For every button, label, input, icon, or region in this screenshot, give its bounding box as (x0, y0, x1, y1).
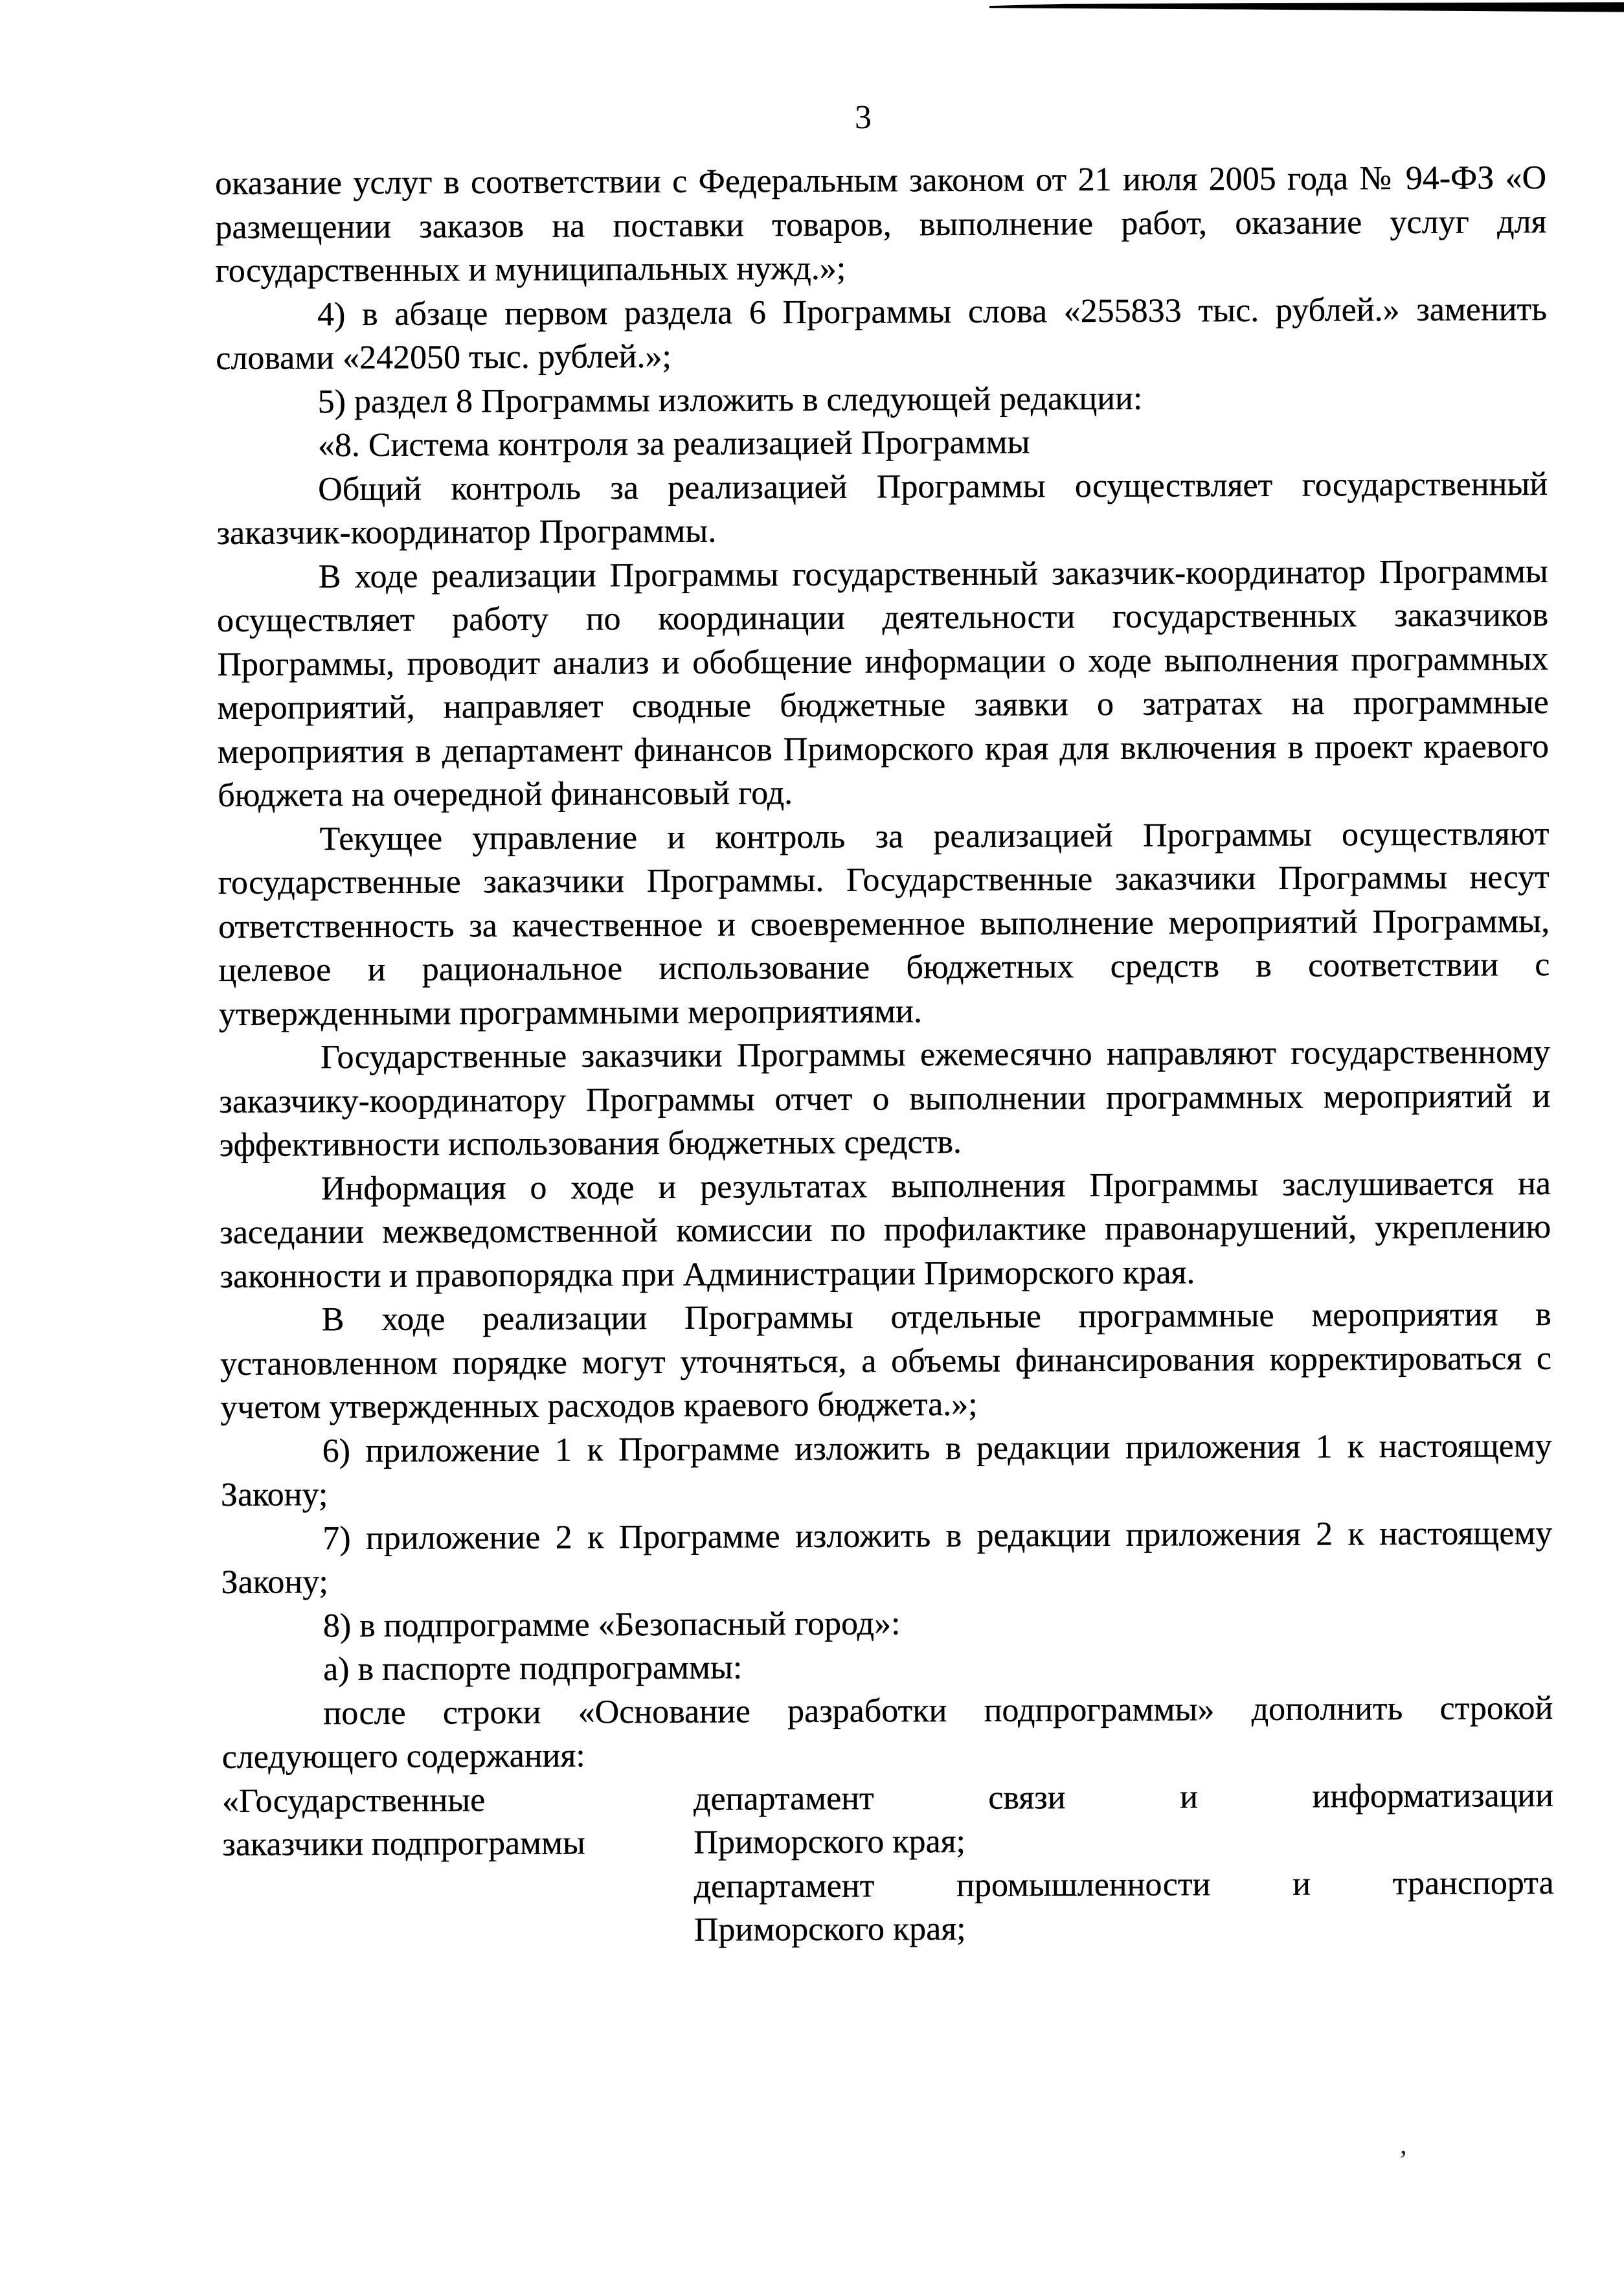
scan-artifact-line (989, 2, 1624, 12)
paragraph-intro-continuation: оказание услуг в соответствии с Федеральным законом от 21 июля 2005 года № 94-ФЗ «О размещении заказов на поставки товаров, выполнение работ, оказание услуг для государственных и муниципальных нужд.»; (215, 159, 1547, 289)
document-body (215, 156, 1554, 1954)
list-item-8: 8) в подпрограмме «Безопасный город»: (322, 1604, 901, 1644)
passport-table-label-line-1: «Государственные (221, 1781, 486, 1820)
passport-table-value-line-3: департамент промышленности и транспорта (694, 1864, 1554, 1905)
paragraph-monthly-report: Государственные заказчики Программы ежемесячно направляют государственному заказчику-координатору Программы отчет о выполнении программных мероприятий и эффективности использования бюджетных средств. (219, 1034, 1551, 1164)
list-item-4: 4) в абзаце первом раздела 6 Программы слова «255833 тыс. рублей.» заменить словами «242050 тыс. рублей.»; (216, 290, 1548, 377)
passport-table-label (222, 1777, 694, 1866)
paragraph-progress-hearing: Информация о ходе и результатах выполнения Программы заслушивается на заседании межведомственной комиссии по профилактике правонарушений, укреплению законности и правопорядка при Администрации Приморского края. (220, 1164, 1551, 1295)
paragraph-passport-amendment: после строки «Основание разработки подпрограммы» дополнить строкой следующего содержания: (221, 1689, 1553, 1776)
passport-table-label-line-2: заказчики подпрограммы (222, 1824, 585, 1863)
passport-table-value-line-2: Приморского края; (694, 1822, 966, 1861)
page-number: 3 (855, 99, 872, 136)
passport-table-values (694, 1774, 1554, 1953)
list-item-5: 5) раздел 8 Программы изложить в следующей редакции: (317, 380, 1143, 420)
paragraph-current-management: Текущее управление и контроль за реализацией Программы осуществляют государственные заказчики Программы. Государственные заказчики Программы несут ответственность за качественное и своевременное выполнение мероприятий Программы, целевое и рациональное использование бюджетных средств в соответствии с утвержденными программными мероприятиями. (218, 815, 1550, 1033)
section-8-heading: «8. Система контроля за реализацией Программы (317, 424, 1030, 464)
passport-table-value-line-4: Приморского края; (694, 1910, 966, 1949)
passport-table-value-line-1: департамент связи и информатизации (693, 1776, 1554, 1818)
list-item-7: 7) приложение 2 к Программе изложить в редакции приложения 2 к настоящему Закону; (221, 1514, 1553, 1601)
list-item-8a: а) в паспорте подпрограммы: (323, 1649, 743, 1688)
list-item-6: 6) приложение 1 к Программе изложить в редакции приложения 1 к настоящему Закону; (220, 1427, 1552, 1513)
paragraph-coordinator-duties: В ходе реализации Программы государственный заказчик-координатор Программы осуществляет работу по координации деятельности государственных заказчиков Программы, проводит анализ и обобщение информации о ходе выполнения программных мероприятий, направляет сводные бюджетные заявки о затратах на программные мероприятия в департамент финансов Приморского края для включения в проект краевого бюджета на очередной финансовый год. (216, 552, 1550, 814)
passport-table (222, 1774, 1554, 1954)
paragraph-overall-control: Общий контроль за реализацией Программы осуществляет государственный заказчик-координатор Программы. (216, 465, 1548, 552)
scan-artifact-mark: ʼ (1399, 2146, 1408, 2175)
paragraph-program-adjustment: В ходе реализации Программы отдельные программные мероприятия в установленном порядке могут уточняться, а объемы финансирования корректироваться с учетом утвержденных расходов краевого бюджета.»; (220, 1296, 1552, 1426)
